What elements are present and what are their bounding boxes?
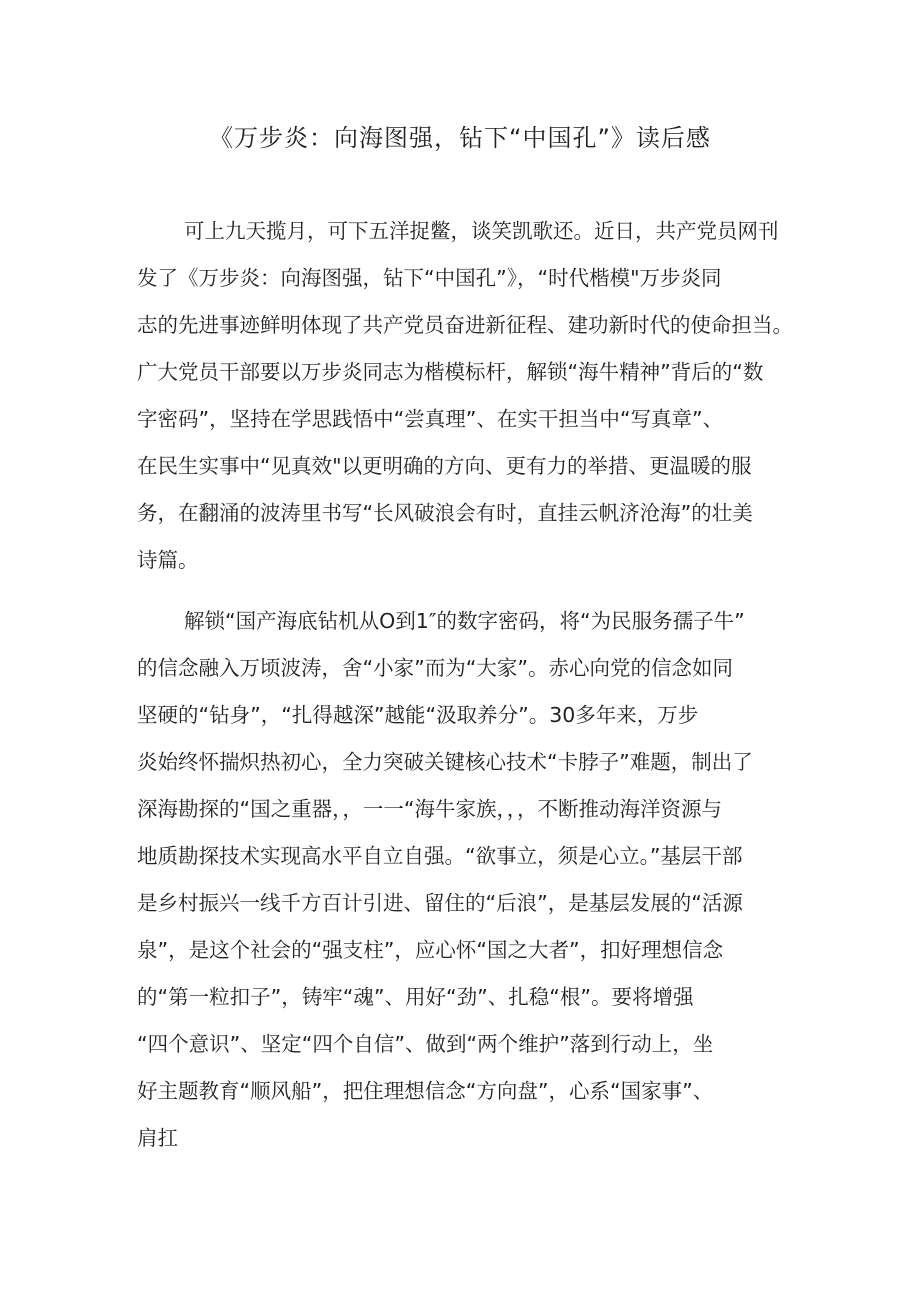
- paragraph-line: 泉”，是这个社会的“强支柱”，应心怀“国之大者”，扣好理想信念: [137, 938, 724, 962]
- paragraph-line: 好主题教育“顺风船”，把住理想信念“方向盘”，心系“国家事”、: [137, 1079, 714, 1103]
- paragraph-line: 地质勘探技术实现高水平自立自强。“欲事立，须是心立。”基层干部: [137, 844, 743, 868]
- paragraph-1: [137, 208, 817, 584]
- paragraph-line: 广大党员干部要以万步炎同志为楷模标杆，解锁“海牛精神”背后的“数: [137, 360, 764, 384]
- paragraph-line: 发了《万步炎：向海图强，钻下“中国孔”》，“时代楷模"万步炎同: [137, 266, 722, 290]
- paragraph-line: 肩扛: [137, 1126, 178, 1150]
- paragraph-line: 志的先进事迹鲜明体现了共产党员奋进新征程、建功新时代的使命担当。: [137, 313, 793, 337]
- paragraph-2: [137, 598, 817, 1162]
- paragraph-line: 深海勘探的“国之重器，，一一“海牛家族，，，不断推动海洋资源与: [137, 797, 722, 821]
- paragraph-line: 诗篇。: [137, 548, 199, 572]
- paragraph-line: “四个意识”、坚定“四个自信”、做到“两个维护”落到行动上，坐: [137, 1032, 714, 1056]
- paragraph-line: 是乡村振兴一线千方百计引进、留住的“后浪”，是基层发展的“活源: [137, 891, 743, 915]
- paragraph-line: 炎始终怀揣炽热初心，全力突破关键核心技术“卡脖子”难题，制出了: [137, 750, 753, 774]
- paragraph-line: 的信念融入万顷波涛，舍“小家”而为“大家”。赤心向党的信念如同: [137, 656, 733, 680]
- paragraph-line: 在民生实事中“见真效"以更明确的方向、更有力的举措、更温暖的服: [137, 454, 752, 478]
- paragraph-line: 的“第一粒扣子”，铸牢“魂”、用好“劲”、扎稳“根”。要将增强: [137, 985, 694, 1009]
- paragraph-line: 务，在翻涌的波涛里书写“长风破浪会有时，直挂云帆济沧海”的壮美: [137, 501, 753, 525]
- paragraph-line: 字密码”，坚持在学思践悟中“尝真理”、在实干担当中“写真章”、: [137, 407, 724, 431]
- document-title: 《万步炎：向海图强，钻下“中国孔”》读后感: [209, 124, 711, 152]
- paragraph-line: 可上九天揽月，可下五洋捉鳖，谈笑凯歌还。近日，共产党员网刊: [184, 219, 779, 243]
- document-body: [137, 208, 817, 1162]
- paragraph-line: 坚硬的“钻身”，“扎得越深”越能“汲取养分”。30多年来，万步: [137, 703, 699, 727]
- paragraph-line: 解锁“国产海底钻机从O到1″的数字密码，将“为民服务孺子牛”: [184, 609, 745, 633]
